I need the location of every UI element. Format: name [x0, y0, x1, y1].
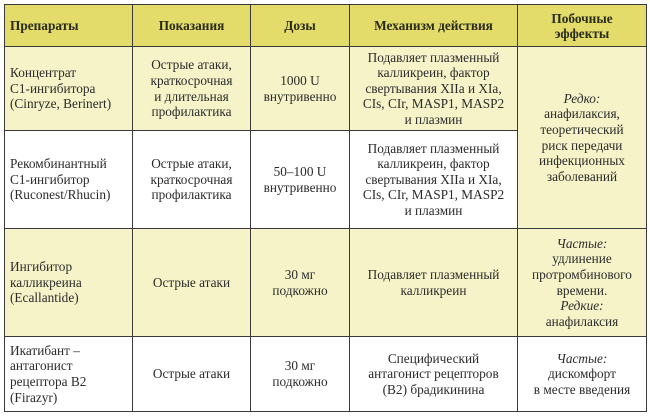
header-side-effects: Побочные эффекты	[518, 5, 647, 47]
side-effects-label-frequent: Частые:	[556, 350, 608, 366]
cell-mechanism: Подавляет плазменный калликреин, фактор свертывания XIIa и XIa, CIs, CIr, MASP1, MASP2 и плазмин	[350, 131, 518, 229]
cell-indications: Острые атаки, краткосрочная и длительная профилактика	[133, 47, 251, 131]
side-effects-label-rare: Редко:	[563, 90, 601, 106]
header-indications: Показания	[133, 5, 251, 47]
table-row	[5, 337, 647, 412]
cell-side-effects: Частые: удлинение протромбинового времени. Редкие: анафилаксия	[518, 229, 647, 337]
cell-dose: 30 мг подкожно	[251, 337, 350, 412]
cell-side-effects-c1-inhibitors: Редко: анафилаксия, теоретический риск передачи инфекционных заболеваний	[518, 47, 647, 229]
header-mechanism: Механизм действия	[350, 5, 518, 47]
cell-dose: 30 мг подкожно	[251, 229, 350, 337]
header-dose: Дозы	[251, 5, 350, 47]
cell-indications: Острые атаки, краткосрочная профилактика	[133, 131, 251, 229]
cell-dose: 50–100 U внутривенно	[251, 131, 350, 229]
cell-drug: Икатибант – антагонист рецептора В2 (Firazyr)	[5, 337, 133, 412]
cell-mechanism: Подавляет плазменный калликреин	[350, 229, 518, 337]
cell-indications: Острые атаки	[133, 337, 251, 412]
table-header-row	[5, 5, 647, 47]
cell-mechanism: Специфический антагонист рецепторов (В2) брадикинина	[350, 337, 518, 412]
drug-comparison-table	[4, 4, 647, 412]
cell-side-effects: Частые: дискомфорт в месте введения	[518, 337, 647, 412]
cell-mechanism: Подавляет плазменный калликреин, фактор свертывания XIIa и XIa, CIs, CIr, MASP1, MASP2 и плазмин	[350, 47, 518, 131]
table-row	[5, 47, 647, 131]
cell-drug: Концентрат С1-ингибитора (Cinryze, Berinert)	[5, 47, 133, 131]
cell-drug: Рекомбинантный С1-ингибитор (Ruconest/Rhucin)	[5, 131, 133, 229]
cell-dose: 1000 U внутривенно	[251, 47, 350, 131]
cell-drug: Ингибитор калликреина (Ecallantide)	[5, 229, 133, 337]
side-effects-label-rare: Редкие:	[560, 298, 604, 314]
header-drugs: Препараты	[5, 5, 133, 47]
table-row	[5, 229, 647, 337]
side-effects-label-frequent: Частые:	[556, 235, 608, 251]
cell-indications: Острые атаки	[133, 229, 251, 337]
